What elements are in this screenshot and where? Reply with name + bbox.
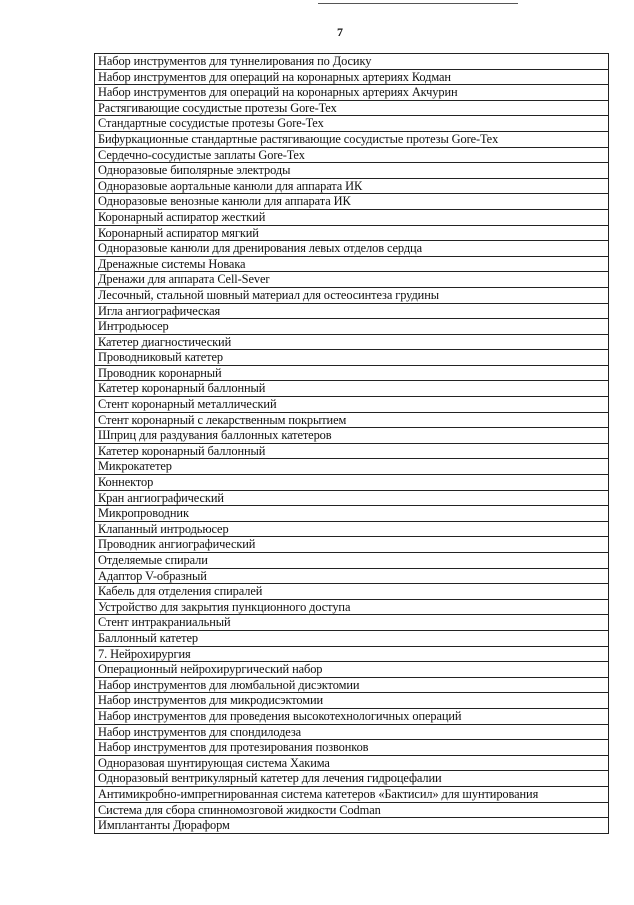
table-row bbox=[95, 100, 609, 116]
table-row bbox=[95, 241, 609, 257]
table-cell: Растягивающие сосудистые протезы Gore-Tex bbox=[95, 100, 609, 116]
table-row bbox=[95, 740, 609, 756]
table-cell: Антимикробно-импрегнированная система катетеров «Бактисил» для шунтирования bbox=[95, 786, 609, 802]
table-row bbox=[95, 708, 609, 724]
table-cell: Игла ангиографическая bbox=[95, 303, 609, 319]
table-row bbox=[95, 397, 609, 413]
table-row bbox=[95, 334, 609, 350]
table-row bbox=[95, 490, 609, 506]
table-cell: Катетер диагностический bbox=[95, 334, 609, 350]
table-row bbox=[95, 163, 609, 179]
table-cell: Набор инструментов для протезирования позвонков bbox=[95, 740, 609, 756]
table-row bbox=[95, 319, 609, 335]
table-row bbox=[95, 209, 609, 225]
table-cell: Шприц для раздувания баллонных катетеров bbox=[95, 428, 609, 444]
table-row bbox=[95, 69, 609, 85]
table-row bbox=[95, 256, 609, 272]
table-cell: Стент коронарный с лекарственным покрытием bbox=[95, 412, 609, 428]
table-row bbox=[95, 131, 609, 147]
table-row bbox=[95, 272, 609, 288]
table-row bbox=[95, 303, 609, 319]
table-cell: Набор инструментов для люмбальной дисэктомии bbox=[95, 677, 609, 693]
table-cell: Стандартные сосудистые протезы Gore-Tex bbox=[95, 116, 609, 132]
table-row bbox=[95, 225, 609, 241]
table-cell: Дренажи для аппарата Cell-Sever bbox=[95, 272, 609, 288]
table-cell: Одноразовые аортальные канюли для аппарата ИК bbox=[95, 178, 609, 194]
table-row bbox=[95, 771, 609, 787]
table-row bbox=[95, 677, 609, 693]
table-cell: Клапанный интродьюсер bbox=[95, 521, 609, 537]
table-cell: Бифуркационные стандартные растягивающие сосудистые протезы Gore-Tex bbox=[95, 131, 609, 147]
table-row bbox=[95, 599, 609, 615]
table-row bbox=[95, 381, 609, 397]
table-row bbox=[95, 584, 609, 600]
table-row bbox=[95, 412, 609, 428]
table-cell: Катетер коронарный баллонный bbox=[95, 443, 609, 459]
table-row bbox=[95, 506, 609, 522]
table-row bbox=[95, 147, 609, 163]
table-row bbox=[95, 178, 609, 194]
table-cell: Интродьюсер bbox=[95, 319, 609, 335]
table-cell: Одноразовая шунтирующая система Хакима bbox=[95, 755, 609, 771]
table-cell: Кран ангиографический bbox=[95, 490, 609, 506]
top-rule bbox=[318, 3, 518, 4]
table-row bbox=[95, 85, 609, 101]
table-cell: Операционный нейрохирургический набор bbox=[95, 662, 609, 678]
table-row bbox=[95, 662, 609, 678]
table-cell: Кабель для отделения спиралей bbox=[95, 584, 609, 600]
table-row bbox=[95, 475, 609, 491]
table-cell: Коннектор bbox=[95, 475, 609, 491]
table-row bbox=[95, 693, 609, 709]
table-cell: Проводник коронарный bbox=[95, 365, 609, 381]
table-cell: Микропроводник bbox=[95, 506, 609, 522]
items-table bbox=[94, 53, 609, 834]
table-cell: 7. Нейрохирургия bbox=[95, 646, 609, 662]
table-cell: Набор инструментов для спондилодеза bbox=[95, 724, 609, 740]
page-number: 7 bbox=[337, 25, 343, 39]
table-cell: Микрокатетер bbox=[95, 459, 609, 475]
table-row bbox=[95, 615, 609, 631]
table-cell: Набор инструментов для микродисэктомии bbox=[95, 693, 609, 709]
table-row bbox=[95, 350, 609, 366]
table-cell: Коронарный аспиратор мягкий bbox=[95, 225, 609, 241]
table-row bbox=[95, 116, 609, 132]
table-row bbox=[95, 646, 609, 662]
table-row bbox=[95, 802, 609, 818]
table-cell: Лесочный, стальной шовный материал для остеосинтеза грудины bbox=[95, 287, 609, 303]
table-cell: Одноразовые биполярные электроды bbox=[95, 163, 609, 179]
table-row bbox=[95, 537, 609, 553]
table-cell: Адаптор V-образный bbox=[95, 568, 609, 584]
table-cell: Одноразовый вентрикулярный катетер для лечения гидроцефалии bbox=[95, 771, 609, 787]
table-row bbox=[95, 54, 609, 70]
table-cell: Коронарный аспиратор жесткий bbox=[95, 209, 609, 225]
table-cell: Стент коронарный металлический bbox=[95, 397, 609, 413]
table-cell: Набор инструментов для туннелирования по Досику bbox=[95, 54, 609, 70]
table-cell: Набор инструментов для проведения высокотехнологичных операций bbox=[95, 708, 609, 724]
table-row bbox=[95, 630, 609, 646]
table-cell: Баллонный катетер bbox=[95, 630, 609, 646]
table-cell: Набор инструментов для операций на коронарных артериях Акчурин bbox=[95, 85, 609, 101]
table-row bbox=[95, 818, 609, 834]
table-cell: Система для сбора спинномозговой жидкости Codman bbox=[95, 802, 609, 818]
table-row bbox=[95, 443, 609, 459]
table-row bbox=[95, 194, 609, 210]
table-row bbox=[95, 365, 609, 381]
table-row bbox=[95, 459, 609, 475]
table-row bbox=[95, 786, 609, 802]
table-cell: Устройство для закрытия пункционного доступа bbox=[95, 599, 609, 615]
table-cell: Сердечно-сосудистые заплаты Gore-Tex bbox=[95, 147, 609, 163]
table-cell: Набор инструментов для операций на коронарных артериях Кодман bbox=[95, 69, 609, 85]
table-cell: Катетер коронарный баллонный bbox=[95, 381, 609, 397]
table-row bbox=[95, 521, 609, 537]
items-table-body bbox=[95, 54, 609, 834]
table-cell: Отделяемые спирали bbox=[95, 553, 609, 569]
table-row bbox=[95, 755, 609, 771]
table-cell: Стент интракраниальный bbox=[95, 615, 609, 631]
table-row bbox=[95, 287, 609, 303]
table-cell: Одноразовые венозные канюли для аппарата ИК bbox=[95, 194, 609, 210]
table-row bbox=[95, 428, 609, 444]
table-cell: Дренажные системы Новака bbox=[95, 256, 609, 272]
table-cell: Проводник ангиографический bbox=[95, 537, 609, 553]
table-row bbox=[95, 724, 609, 740]
table-row bbox=[95, 568, 609, 584]
table-cell: Проводниковый катетер bbox=[95, 350, 609, 366]
table-row bbox=[95, 553, 609, 569]
table-cell: Имплантанты Дюраформ bbox=[95, 818, 609, 834]
table-cell: Одноразовые канюли для дренирования левых отделов сердца bbox=[95, 241, 609, 257]
